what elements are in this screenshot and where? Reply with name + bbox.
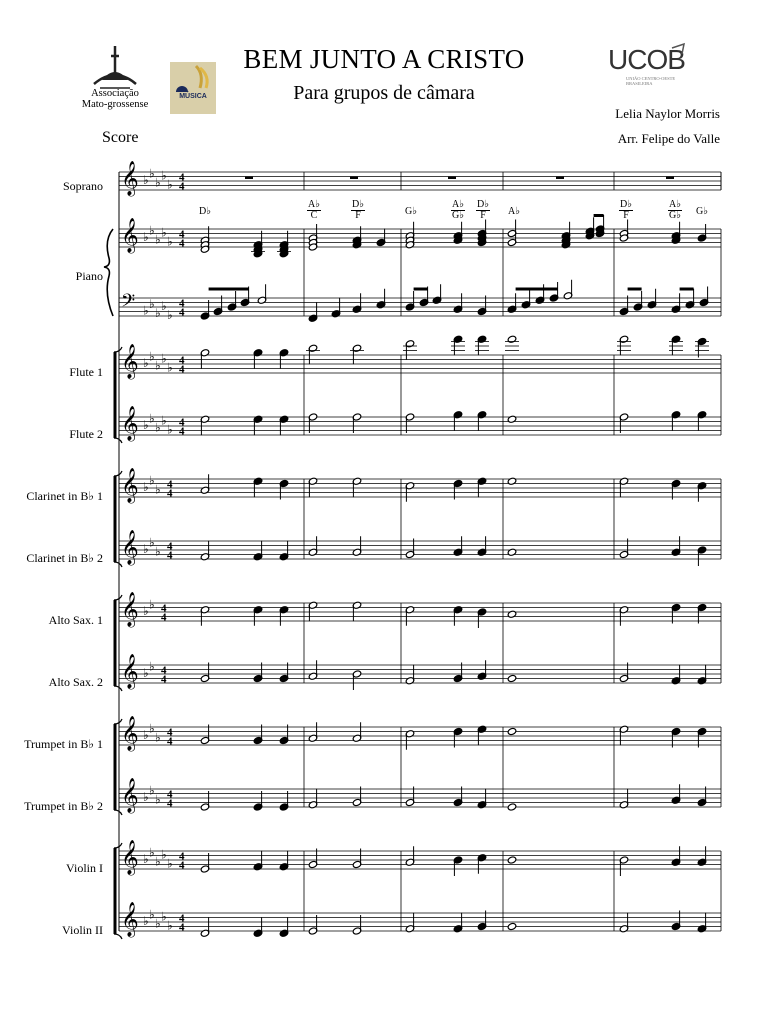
note [279,663,289,683]
time-signature-numerator: 4 [167,788,173,801]
flat-icon: ♭ [149,659,155,674]
flat-icon: ♭ [161,299,167,313]
flat-icon: ♭ [155,482,161,497]
note [200,725,210,745]
note [405,846,415,866]
note [507,335,517,343]
note [279,479,289,499]
time-signature-numerator: 4 [179,912,185,925]
flat-icon: ♭ [143,666,149,680]
note [200,349,210,369]
note [507,727,517,735]
flat-icon: ♭ [155,232,161,247]
notehead [507,856,517,864]
note [453,335,463,355]
piano-brace [104,229,113,316]
note [253,663,263,683]
note [279,606,289,626]
whole-rest [245,177,253,180]
note [697,913,707,933]
time-signature-denominator: 4 [161,673,167,686]
note [619,477,629,497]
note [477,477,487,497]
bass-note [352,293,362,313]
note [477,411,487,431]
chord-symbol: $\frac{D♭}{F}$ [352,199,364,221]
whole-rest [556,177,564,180]
time-signature-denominator: 4 [179,921,185,934]
flat-icon: ♭ [149,166,155,181]
chord-symbol: G♭ [405,206,417,217]
bass-note [257,284,267,304]
time-signature-denominator: 4 [161,611,167,624]
flat-icon: ♭ [155,916,161,931]
flat-icon: ♭ [149,535,155,550]
note [200,791,210,811]
note [619,606,629,626]
note [619,413,629,433]
label-soprano: Soprano [63,179,103,193]
time-signature-denominator: 4 [167,549,173,562]
flat-icon: ♭ [155,730,161,745]
note [477,335,487,355]
note [253,917,263,937]
flat-icon: ♭ [155,175,161,190]
treble-clef-icon: 𝄞 [121,406,139,441]
label-clarinet-1: Clarinet in B♭ 1 [26,489,103,503]
flat-icon: ♭ [167,918,173,933]
label-flute-2: Flute 2 [69,427,103,441]
staff [119,468,721,504]
note [507,922,517,930]
note [352,601,362,621]
flat-icon: ♭ [161,351,167,366]
time-signature-numerator: 4 [179,228,185,241]
treble-clef-icon: 𝄞 [121,530,139,565]
ucob-logo-subtitle: UNIÃO CENTRO-OESTE BRASILEIRA [626,76,676,86]
note [279,917,289,937]
note [308,344,318,364]
note [671,411,681,431]
staff [119,654,721,690]
note [619,789,629,809]
flat-icon: ♭ [143,418,149,432]
bass-note [549,282,559,302]
notehead [507,610,517,618]
label-violin-1: Violin I [66,861,103,875]
flat-icon: ♭ [149,349,155,364]
label-violin-2: Violin II [62,923,103,937]
time-signature-numerator: 4 [161,664,167,677]
bass-note [308,302,318,322]
bass-note [405,291,415,311]
flat-icon: ♭ [155,358,161,373]
label-trumpet-1: Trumpet in B♭ 1 [24,737,103,751]
note [697,665,707,685]
time-signature-denominator: 4 [179,425,185,438]
note [507,803,517,811]
note [253,415,263,435]
bass-note [331,298,341,318]
note [453,913,463,933]
treble-clef-icon: 𝄞 [121,778,139,813]
note [507,856,517,864]
note [697,727,707,747]
bass-note [507,293,517,313]
flat-icon: ♭ [149,597,155,612]
note [477,536,487,556]
whole-rest [350,177,358,180]
flat-icon: ♭ [167,308,173,322]
note [697,337,707,357]
note [453,536,463,556]
note [308,722,318,742]
notehead [507,415,517,423]
bass-note [535,284,545,304]
note [279,349,289,369]
bass-note [227,291,237,311]
flat-icon: ♭ [167,856,173,871]
time-signature-denominator: 4 [179,363,185,376]
flat-icon: ♭ [155,544,161,559]
note [477,725,487,745]
flat-icon: ♭ [149,783,155,798]
flat-icon: ♭ [143,728,149,742]
note [671,911,681,931]
score-subtitle: Para grupos de câmara [293,82,475,104]
note [671,536,681,556]
label-trumpet-2: Trumpet in B♭ 2 [24,799,103,813]
note [253,725,263,745]
treble-clef-icon: 𝄞 [121,344,139,379]
chord-symbol: $\frac{D♭}{F}$ [620,199,632,221]
chord-symbol: $\frac{D♭}{F}$ [477,199,489,221]
treble-clef-icon: 𝄞 [121,716,139,751]
time-signature-numerator: 4 [179,850,185,863]
note [200,663,210,683]
treble-clef-icon: 𝄞 [121,654,139,689]
note [619,913,629,933]
flat-icon: ♭ [149,411,155,426]
label-clarinet-2: Clarinet in B♭ 2 [26,551,103,565]
note [352,849,362,869]
bass-note [671,293,681,313]
note [279,415,289,435]
note [352,536,362,556]
staff [119,778,721,814]
label-flute-1: Flute 1 [69,365,103,379]
ucob-logo-text: UCOB [608,44,685,75]
note [697,546,707,566]
flat-icon: ♭ [143,914,149,928]
flat-icon: ♭ [143,356,149,370]
note [253,477,263,497]
flat-icon: ♭ [143,303,149,318]
flat-icon: ♭ [143,604,149,618]
note [308,601,318,621]
time-signature-numerator: 4 [161,602,167,615]
whole-rest [448,177,456,180]
staff [119,161,721,197]
note [308,660,318,680]
note [477,660,487,680]
note [477,854,487,874]
note [697,482,707,502]
note [308,413,318,433]
note [507,477,517,485]
note [507,674,517,682]
note [697,846,707,866]
staff [119,344,721,380]
note [405,665,415,685]
music-logo-text: MÚSICA [179,93,207,100]
note [405,730,415,750]
note [477,911,487,931]
flat-icon: ♭ [161,847,167,862]
note [405,606,415,626]
chord-symbol: $\frac{A♭}{G♭}$ [669,199,681,221]
time-signature-denominator: 4 [167,735,173,748]
time-signature-numerator: 4 [179,416,185,429]
note [697,787,707,807]
note [697,411,707,431]
flat-icon: ♭ [149,223,155,238]
bass-note [619,296,629,316]
note [477,789,487,809]
flat-icon: ♭ [155,420,161,435]
label-piano: Piano [75,269,103,283]
bass-note [213,296,223,316]
composer-credit: Lelia Naylor Morris [615,106,720,121]
staff [119,530,721,566]
time-signature-numerator: 4 [167,540,173,553]
note [697,603,707,623]
chord-symbol: G♭ [696,206,708,217]
note [619,539,629,559]
flat-icon: ♭ [143,480,149,494]
note [253,791,263,811]
note [200,853,210,873]
flat-icon: ♭ [149,296,155,311]
flat-icon: ♭ [155,792,161,807]
whole-rest [666,177,674,180]
notehead [507,548,517,556]
note [352,915,362,935]
note [453,787,463,807]
time-signature-denominator: 4 [179,859,185,872]
treble-clef-icon: 𝄞 [121,468,139,503]
flat-icon: ♭ [167,177,173,192]
flat-icon: ♭ [155,854,161,869]
bass-note [685,289,695,309]
bass-note [647,289,657,309]
time-signature-denominator: 4 [167,487,173,500]
bass-note [699,287,709,307]
score-label: Score [102,129,139,146]
flat-icon: ♭ [143,173,149,187]
bass-note [477,296,487,316]
note [405,413,415,433]
bass-note [633,291,643,311]
flat-icon: ♭ [149,721,155,736]
note [352,477,362,497]
treble-clef-icon: 𝄞 [121,161,139,196]
note [453,606,463,626]
note [507,548,517,556]
note [619,856,629,876]
note [200,917,210,937]
flat-icon: ♭ [149,473,155,488]
note [671,335,681,355]
flat-icon: ♭ [143,230,149,244]
staff [119,840,721,876]
note [279,851,289,871]
bass-note [432,284,442,304]
note [671,665,681,685]
note [619,663,629,683]
note [453,856,463,876]
note [671,727,681,747]
note [405,539,415,559]
notehead [507,727,517,735]
note [352,722,362,742]
chord-symbol: $\frac{A♭}{G♭}$ [452,199,464,221]
bass-clef-icon: 𝄢 [121,291,136,316]
flat-icon: ♭ [149,845,155,860]
note [671,784,681,804]
note [671,479,681,499]
note [308,789,318,809]
bass-note [563,280,573,300]
arranger-credit: Arr. Felipe do Valle [617,131,720,146]
note [477,608,487,628]
score-title: BEM JUNTO A CRISTO [243,44,525,74]
note [253,851,263,871]
time-signature-numerator: 4 [179,354,185,367]
bass-note [200,300,210,320]
label-alto-sax-1: Alto Sax. 1 [48,613,103,627]
note [405,482,415,502]
note [453,727,463,747]
note [352,344,362,364]
association-name-line2: Mato-grossense [81,99,149,110]
note [453,663,463,683]
note [507,415,517,423]
time-signature-denominator: 4 [179,306,185,319]
notehead [507,674,517,682]
note [453,411,463,431]
flat-icon: ♭ [143,790,149,804]
note [308,849,318,869]
label-alto-sax-2: Alto Sax. 2 [48,675,103,689]
note [671,603,681,623]
chord-symbol: D♭ [199,206,211,217]
time-signature-denominator: 4 [179,237,185,250]
note [200,474,210,494]
note [453,479,463,499]
note [619,725,629,745]
chord-symbol: A♭ [508,206,520,217]
notehead [507,335,517,343]
flat-icon: ♭ [161,413,167,428]
bass-note [453,293,463,313]
flat-icon: ♭ [143,852,149,866]
flat-icon: ♭ [161,225,167,240]
flat-icon: ♭ [167,422,173,437]
time-signature-denominator: 4 [167,797,173,810]
note [352,670,362,690]
time-signature-denominator: 4 [179,180,185,193]
note [253,349,263,369]
note [200,541,210,561]
chord-symbol: $\frac{A♭}{C}$ [308,199,320,221]
treble-clef-icon: 𝄞 [121,840,139,875]
bass-note [521,289,531,309]
note [253,541,263,561]
note [405,913,415,933]
flat-icon: ♭ [161,909,167,924]
flat-icon: ♭ [155,305,161,320]
note [405,340,415,360]
note [253,606,263,626]
note [279,541,289,561]
staff [119,291,721,322]
time-signature-numerator: 4 [167,478,173,491]
flat-icon: ♭ [143,542,149,556]
flat-icon: ♭ [167,360,173,375]
note [352,413,362,433]
note [671,846,681,866]
treble-clef-icon: 𝄞 [121,218,139,253]
note [308,536,318,556]
notehead [507,803,517,811]
flat-icon: ♭ [149,907,155,922]
note [308,915,318,935]
staff [119,716,721,752]
notehead [507,922,517,930]
note [279,725,289,745]
time-signature-numerator: 4 [167,726,173,739]
flat-icon: ♭ [161,168,167,183]
notehead [507,477,517,485]
note [279,791,289,811]
note [308,477,318,497]
bass-note [376,289,386,309]
time-signature-numerator: 4 [179,297,185,310]
note [200,606,210,626]
treble-clef-icon: 𝄞 [121,592,139,627]
staff [119,406,721,442]
note [200,415,210,435]
note [352,787,362,807]
note [619,335,629,355]
time-signature-numerator: 4 [179,171,185,184]
treble-clef-icon: 𝄞 [121,902,139,937]
note [405,787,415,807]
note [507,610,517,618]
flat-icon: ♭ [167,234,173,249]
association-name-line1: Associação [91,88,139,99]
